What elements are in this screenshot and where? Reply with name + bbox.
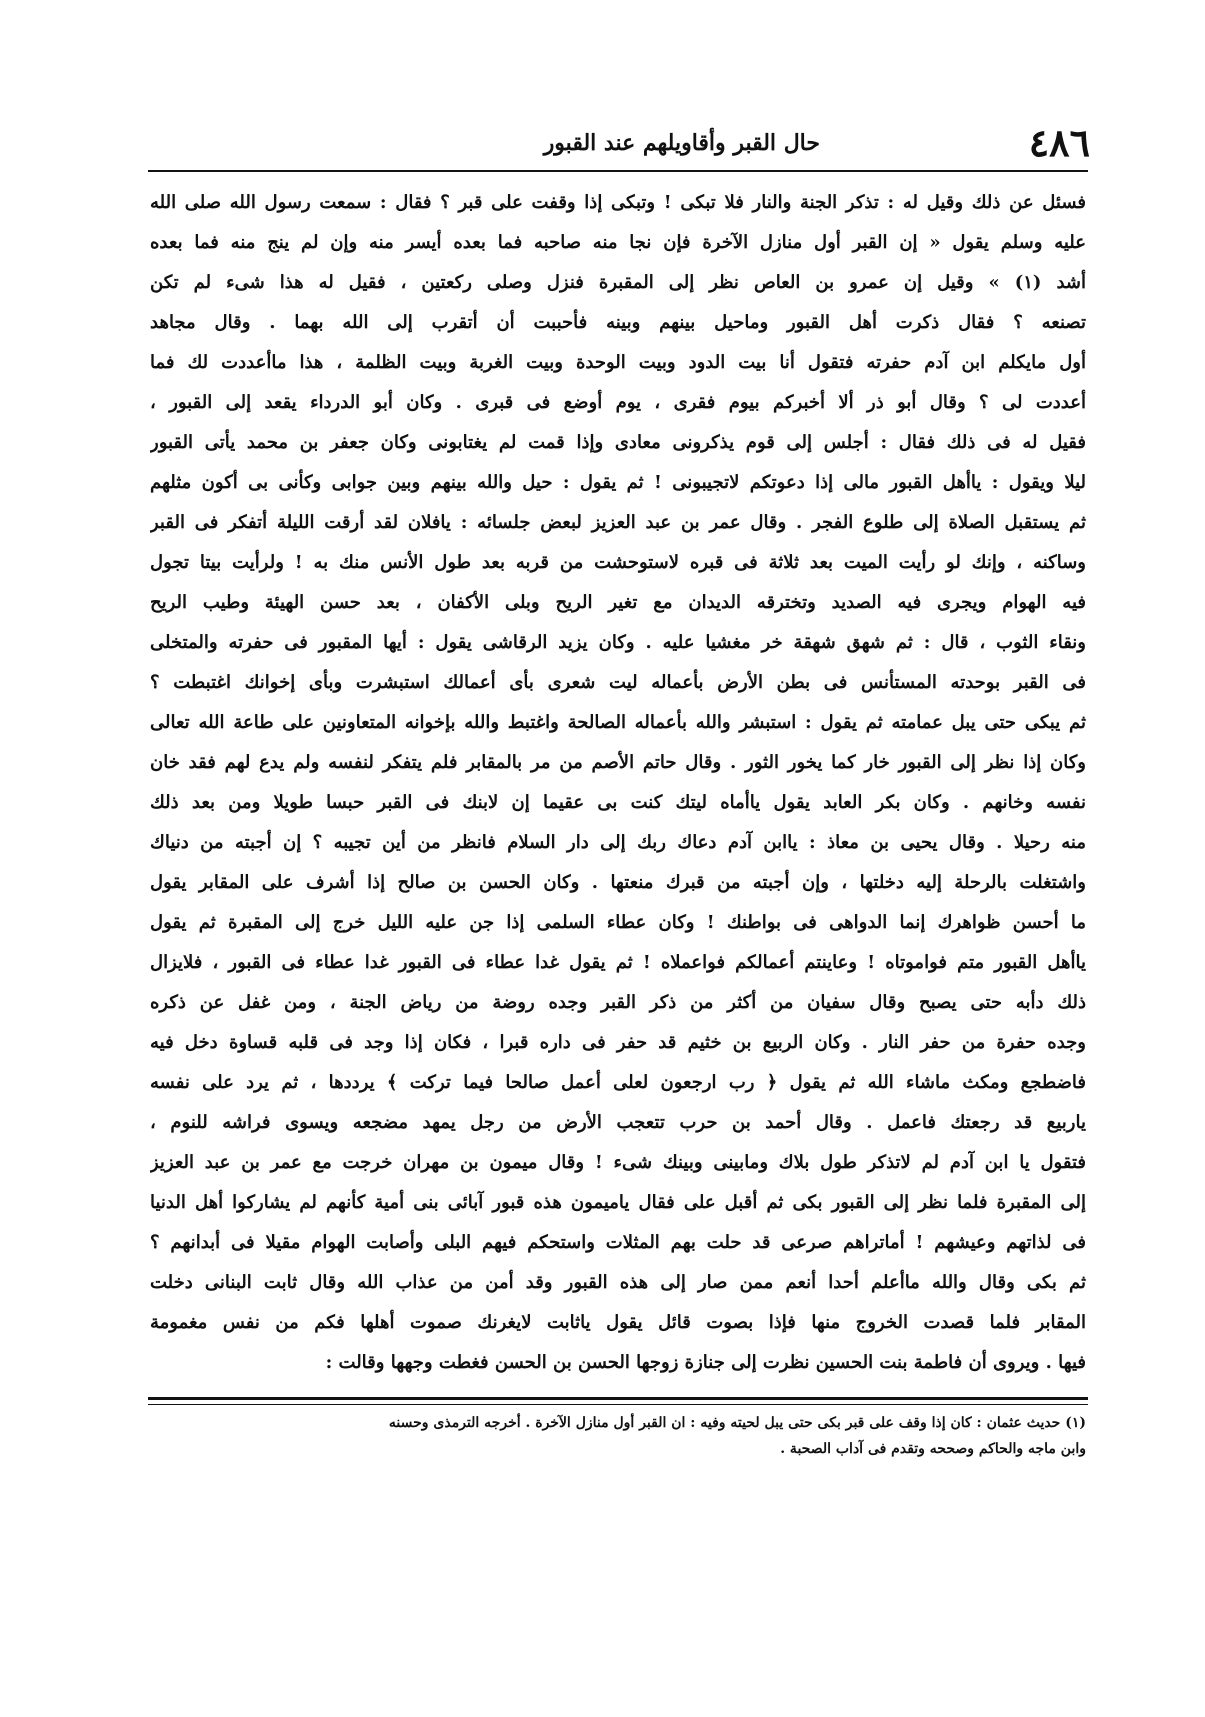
- text-line: ذلك دأبه حتى يصبح وقال سفيان من أكثر من ذكر القبر وجده روضة من رياض الجنة ، ومن غفل عن ذكره: [150, 992, 1086, 1013]
- footnote-rule: [148, 1397, 1088, 1405]
- text-line: وساكنه ، وإنك لو رأيت الميت بعد ثلاثة فى قبره لاستوحشت من قربه بعد طول الأنس منك به ! ولرأيت بيتا تجول: [150, 552, 1086, 573]
- text-line: فاضطجع ومكث ماشاء الله ثم يقول ﴿ رب ارجعون لعلى أعمل صالحا فيما تركت ﴾ يرددها ، ثم يرد على نفسه: [150, 1072, 1086, 1093]
- text-line: ثم يستقبل الصلاة إلى طلوع الفجر . وقال عمر بن عبد العزيز لبعض جلسائه : يافلان لقد أرقت الليلة أتفكر فى القبر: [150, 512, 1086, 533]
- page-number: ٤٨٦: [1028, 120, 1090, 165]
- footnote: [150, 1410, 1086, 1462]
- text-line: ثم بكى وقال والله ماأعلم أحدا أنعم ممن صار إلى هذه القبور وقد أمن من عذاب الله وقال ثابت البنانى دخلت: [150, 1272, 1086, 1293]
- page-header: [140, 118, 1090, 168]
- text-line: ياربيع قد رجعتك فاعمل . وقال أحمد بن حرب تتعجب الأرض من رجل يمهد مضجعه ويسوى فراشه للنوم ،: [150, 1112, 1086, 1133]
- text-line: إلى المقبرة فلما نظر إلى القبور بكى ثم أقبل على فقال ياميمون هذه قبور آبائى بنى أمية كأنهم لم يشاركوا أهل الدنيا: [150, 1192, 1086, 1213]
- text-line: ونقاء الثوب ، قال : ثم شهق شهقة خر مغشيا عليه . وكان يزيد الرقاشى يقول : أيها المقبور فى حفرته والمتخلى: [150, 632, 1086, 653]
- text-line: فتقول يا ابن آدم لم لاتذكر طول بلاك ومابينى وبينك شىء ! وقال ميمون بن مهران خرجت مع عمر بن عبد العزيز: [150, 1152, 1086, 1173]
- footnote-line: (١) حديث عثمان : كان إذا وقف على قبر بكى حتى يبل لحيته وفيه : ان القبر أول منازل الآخرة . أخرجه الترمذى وحسنه: [388, 1415, 1086, 1431]
- running-head: حال القبر وأقاويلهم عند القبور: [543, 130, 820, 156]
- text-line: فى لذاتهم وعيشهم ! أماتراهم صرعى قد حلت بهم المثلات واستحكم فيهم البلى وأصابت الهوام مقيلا فى أبدانهم ؟: [150, 1232, 1086, 1253]
- text-line: أول مايكلم ابن آدم حفرته فتقول أنا بيت الدود وبيت الوحدة وبيت الغربة وبيت الظلمة ، هذا ماأعددت لك فما: [150, 352, 1086, 373]
- text-line: فيها . ويروى أن فاطمة بنت الحسين نظرت إلى جنازة زوجها الحسن بن الحسن فغطت وجهها وقالت :: [325, 1352, 1086, 1373]
- footnote-line: وابن ماجه والحاكم وصححه وتقدم فى آداب الصحبة .: [780, 1441, 1086, 1457]
- text-line: نفسه وخانهم . وكان بكر العابد يقول ياأماه ليتك كنت بى عقيما إن لابنك فى القبر حبسا طويلا ومن بعد ذلك: [150, 792, 1086, 813]
- text-line: أشد (١) » وقيل إن عمرو بن العاص نظر إلى المقبرة فنزل وصلى ركعتين ، فقيل له هذا شىء لم تكن: [150, 272, 1086, 293]
- text-line: وجده حفرة من حفر النار . وكان الربيع بن خثيم قد حفر فى داره قبرا ، فكان إذا وجد فى قلبه قساوة دخل فيه: [150, 1032, 1086, 1053]
- text-line: فسئل عن ذلك وقيل له : تذكر الجنة والنار فلا تبكى ! وتبكى إذا وقفت على قبر ؟ فقال : سمعت رسول الله صلى الله: [150, 192, 1086, 213]
- text-line: ياأهل القبور متم فواموتاه ! وعاينتم أعمالكم فواعملاه ! ثم يقول غدا عطاء فى القبور غدا عطاء فى القبور ، فلايزال: [150, 952, 1086, 973]
- text-line: عليه وسلم يقول « إن القبر أول منازل الآخرة فإن نجا منه صاحبه فما بعده أيسر منه وإن لم ينج منه فما بعده: [150, 232, 1086, 253]
- text-line: ثم يبكى حتى يبل عمامته ثم يقول : استبشر والله بأعماله الصالحة واغتبط والله بإخوانه المتعاونين على طاعة الله تعالى: [150, 712, 1086, 733]
- text-line: واشتغلت بالرحلة إليه دخلتها ، وإن أجبته من قبرك منعتها . وكان الحسن بن صالح إذا أشرف على المقابر يقول: [150, 872, 1086, 893]
- text-line: منه رحيلا . وقال يحيى بن معاذ : ياابن آدم دعاك ربك إلى دار السلام فانظر من أين تجيبه ؟ إن أجبته من دنياك: [150, 832, 1086, 853]
- header-rule: [148, 170, 1088, 172]
- text-line: فى القبر بوحدته المستأنس فى بطن الأرض بأعماله ليت شعرى بأى أعمالك استبشرت وبأى إخوانك اغتبطت ؟: [150, 672, 1086, 693]
- text-line: وكان إذا نظر إلى القبور خار كما يخور الثور . وقال حاتم الأصم من مر بالمقابر فلم يتفكر لنفسه ولم يدع لهم فقد خان: [150, 752, 1086, 773]
- text-line: ليلا ويقول : ياأهل القبور مالى إذا دعوتكم لاتجيبونى ! ثم يقول : حيل والله بينهم وبين جوابى وكأنى بى أكون مثلهم: [150, 472, 1086, 493]
- text-line: ما أحسن ظواهرك إنما الدواهى فى بواطنك ! وكان عطاء السلمى إذا جن عليه الليل خرج إلى المقبرة ثم يقول: [150, 912, 1086, 933]
- main-text: [150, 183, 1086, 1383]
- text-line: تصنعه ؟ فقال ذكرت أهل القبور وماحيل بينهم وبينه فأحببت أن أتقرب إلى الله بهما . وقال مجاهد: [150, 312, 1086, 333]
- text-line: فيه الهوام ويجرى فيه الصديد وتخترقه الديدان مع تغير الريح وبلى الأكفان ، بعد حسن الهيئة وطيب الريح: [150, 592, 1086, 613]
- text-line: أعددت لى ؟ وقال أبو ذر ألا أخبركم بيوم فقرى ، يوم أوضع فى قبرى . وكان أبو الدرداء يقعد إلى القبور ،: [150, 392, 1086, 413]
- text-line: فقيل له فى ذلك فقال : أجلس إلى قوم يذكرونى معادى وإذا قمت لم يغتابونى وكان جعفر بن محمد يأتى القبور: [150, 432, 1086, 453]
- text-line: المقابر فلما قصدت الخروج منها فإذا بصوت قائل يقول ياثابت لايغرنك صموت أهلها فكم من نفس مغمومة: [150, 1312, 1086, 1333]
